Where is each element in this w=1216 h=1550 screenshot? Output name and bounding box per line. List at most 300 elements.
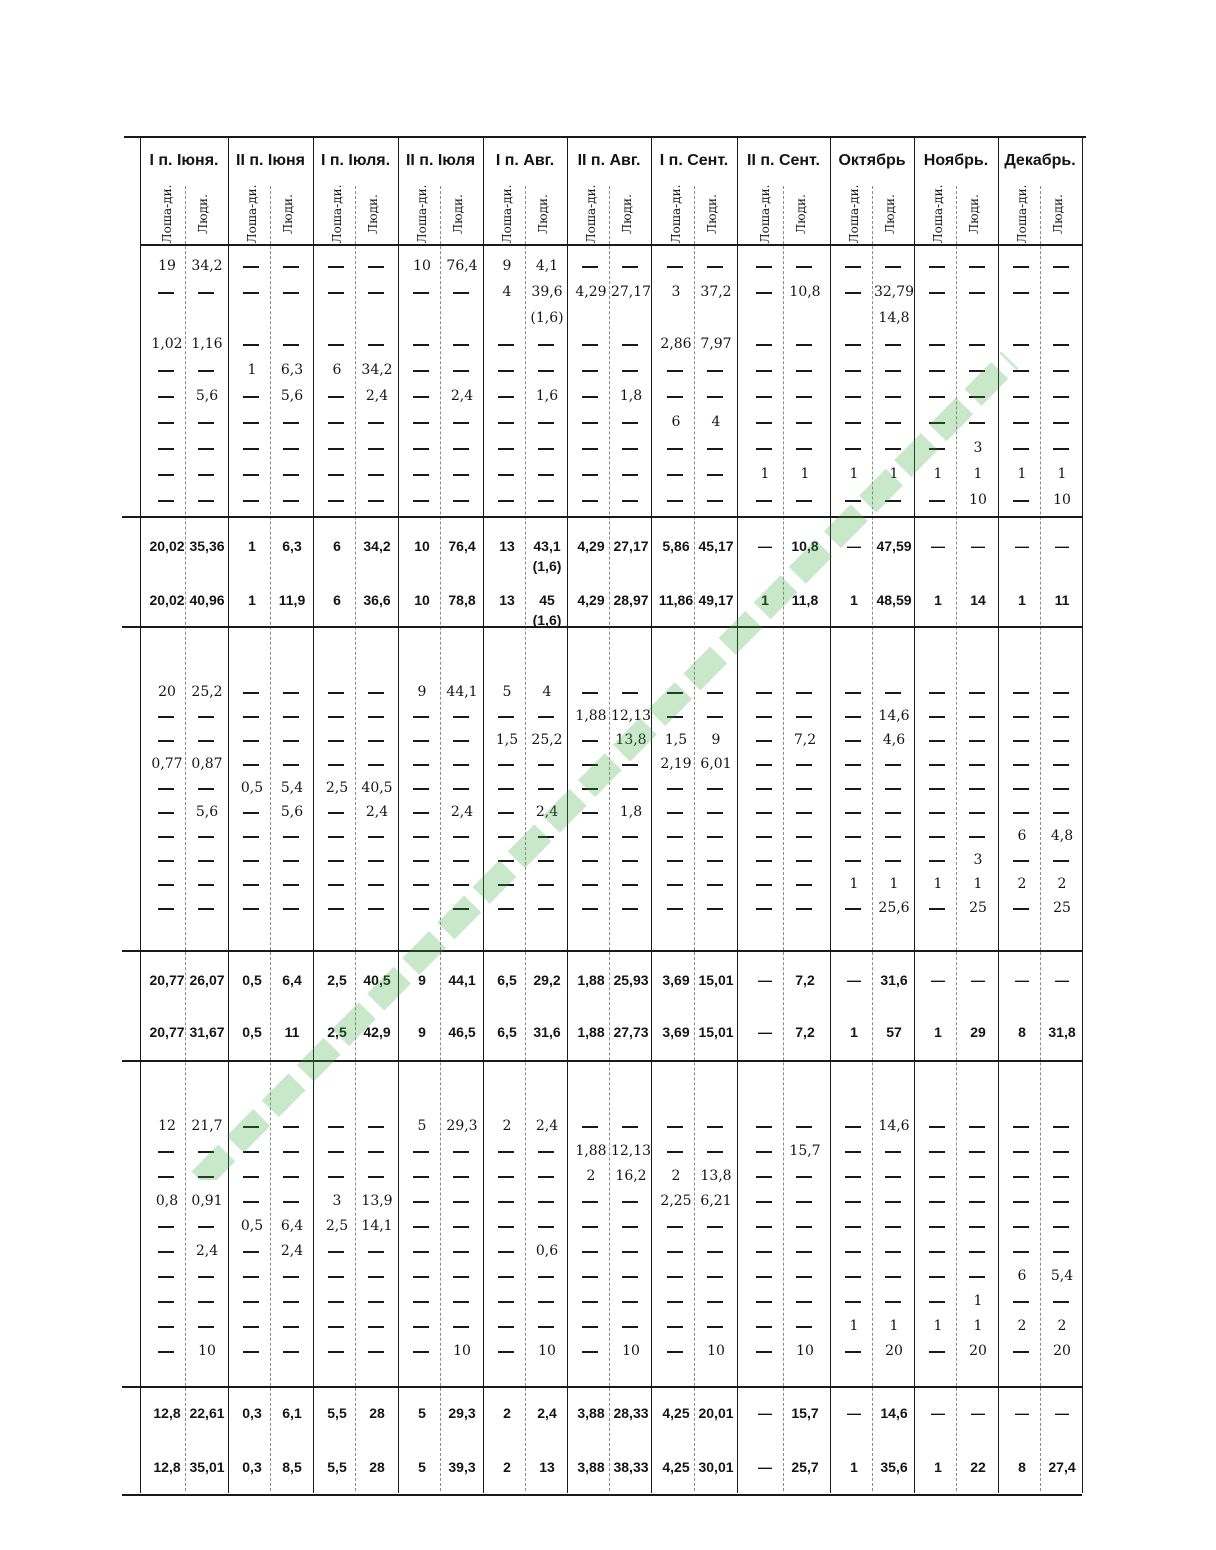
dash-mark [845,1301,861,1303]
dash-mark [667,474,683,476]
subheader-horses: Лоша-ди. [160,184,174,244]
subheader-people: Люди. [794,194,808,234]
dash-mark [929,860,945,862]
dash-mark [1013,740,1029,742]
subcolumn-rule [872,186,873,1491]
total-value: 1,88 [577,972,605,988]
month-header: Октябрь [838,152,906,169]
total-value: 13 [499,592,515,608]
dash-mark [845,1176,861,1178]
detail-value: 0,8 [155,1193,179,1209]
dash-mark [667,448,683,450]
subheader-horses: Лоша-ди. [415,184,429,244]
total-value: 27,73 [613,1024,649,1040]
dash-mark [368,266,384,268]
dash-mark [158,1351,174,1353]
dash-mark [622,1201,638,1203]
dash-mark [243,474,259,476]
total-value: 45,17 [698,538,734,554]
dash-mark [929,1276,945,1278]
dash-mark [845,1151,861,1153]
dash-mark [1053,1251,1069,1253]
dash-mark [707,370,723,372]
detail-value: 1,5 [495,732,519,748]
total-value: 6,4 [282,972,302,988]
total-value: — [1055,972,1069,988]
detail-value: 1 [973,1318,983,1334]
dash-mark [198,500,214,502]
dash-mark [453,500,469,502]
subheader-horses: Лоша-ди. [847,184,861,244]
dash-mark [756,344,772,346]
detail-value: 0,5 [240,780,264,796]
dash-mark [538,836,554,838]
dash-mark [756,716,772,718]
total-value: — [971,972,985,988]
dash-mark [368,1276,384,1278]
dash-mark [243,396,259,398]
dash-mark [283,474,299,476]
dash-mark [582,500,598,502]
dash-mark [368,292,384,294]
dash-mark [756,1326,772,1328]
detail-value: 4,8 [1050,828,1074,844]
dash-mark [707,1126,723,1128]
detail-value: 1 [849,466,859,482]
dash-mark [929,422,945,424]
dash-mark [243,292,259,294]
dash-mark [582,1351,598,1353]
block-rule-top [122,1386,1082,1388]
dash-mark [885,836,901,838]
dash-mark [796,396,812,398]
dash-mark [582,1301,598,1303]
dash-mark [453,1251,469,1253]
dash-mark [885,448,901,450]
dash-mark [845,266,861,268]
dash-mark [413,500,429,502]
detail-value: 20 [969,1343,987,1359]
dash-mark [885,370,901,372]
total-value: 11 [284,1024,300,1040]
total-value: 1 [761,592,769,608]
dash-mark [582,836,598,838]
dash-mark [283,716,299,718]
subcolumn-rule [185,186,186,1491]
total-value: 6 [333,538,341,554]
month-header: II п. Іюня [236,152,305,169]
detail-value: 2 [586,1168,596,1184]
month-header: I п. Сент. [659,152,729,169]
dash-mark [368,716,384,718]
total-value: 9 [418,1024,426,1040]
total-value: 7,2 [795,972,815,988]
dash-mark [929,500,945,502]
dash-mark [413,1176,429,1178]
dash-mark [969,1201,985,1203]
total-value: 49,17 [698,592,734,608]
dash-mark [885,812,901,814]
dash-mark [796,266,812,268]
dash-mark [622,764,638,766]
total-value: 2,4 [537,1405,557,1421]
subheader-horses: Лоша-ди. [584,184,598,244]
detail-value: 2,4 [535,804,559,820]
dash-mark [1013,1351,1029,1353]
dash-mark [198,740,214,742]
dash-mark [667,1126,683,1128]
dash-mark [538,1276,554,1278]
dash-mark [198,1326,214,1328]
month-header: I п. Авг. [495,152,555,169]
detail-value: 1,88 [575,708,607,724]
dash-mark [283,1301,299,1303]
dash-mark [328,1126,344,1128]
dash-mark [707,474,723,476]
dash-mark [796,908,812,910]
column-rule [914,138,915,1493]
dash-mark [756,292,772,294]
dash-mark [582,448,598,450]
dash-mark [158,474,174,476]
dash-mark [929,740,945,742]
dash-mark [413,1351,429,1353]
dash-mark [368,860,384,862]
dash-mark [368,344,384,346]
dash-mark [453,788,469,790]
subheader-horses: Лоша-ди. [669,184,683,244]
dash-mark [283,692,299,694]
dash-mark [845,1351,861,1353]
dash-mark [756,788,772,790]
subheader-people: Люди. [883,194,897,234]
detail-value: 2 [502,1118,512,1134]
detail-value: 1,88 [575,1143,607,1159]
dash-mark [622,1301,638,1303]
subcolumn-rule [783,186,784,1491]
dash-mark [158,1301,174,1303]
total-value: 48,59 [876,592,912,608]
dash-mark [498,1326,514,1328]
dash-mark [413,1226,429,1228]
total-value: — [1055,1405,1069,1421]
dash-mark [498,1351,514,1353]
dash-mark [845,448,861,450]
total-value: 1 [934,592,942,608]
total-value: 28,97 [613,592,649,608]
dash-mark [969,344,985,346]
total-value: 27,4 [1048,1459,1076,1475]
dash-mark [929,1126,945,1128]
dash-mark [756,1151,772,1153]
detail-value: 6,3 [280,362,304,378]
dash-mark [1013,1226,1029,1228]
dash-mark [283,740,299,742]
total-value: 20,02 [149,538,185,554]
dash-mark [368,448,384,450]
detail-value: 2,4 [450,804,474,820]
dash-mark [622,692,638,694]
total-value: 14 [970,592,986,608]
dash-mark [498,500,514,502]
dash-mark [198,422,214,424]
total-value: 1 [1018,592,1026,608]
total-value: 5,86 [662,538,690,554]
dash-mark [328,1151,344,1153]
subheader-people: Люди. [451,194,465,234]
total-value: 40,96 [189,592,225,608]
dash-mark [707,860,723,862]
dash-mark [582,908,598,910]
dash-mark [796,1276,812,1278]
dash-mark [796,788,812,790]
dash-mark [283,1151,299,1153]
dash-mark [1013,1301,1029,1303]
dash-mark [538,1176,554,1178]
dash-mark [582,1326,598,1328]
detail-value: 5,6 [280,804,304,820]
dash-mark [796,884,812,886]
dash-mark [453,474,469,476]
detail-value: 9 [502,258,512,274]
total-value: 39,3 [448,1459,476,1475]
detail-value: 9 [417,684,427,700]
dash-mark [582,1251,598,1253]
dash-mark [756,422,772,424]
column-rule [483,138,484,1493]
total-value: 57 [886,1024,902,1040]
detail-value: 1 [889,876,899,892]
detail-value: 76,4 [446,258,478,274]
total-value: 11,8 [791,592,819,608]
dash-mark [1053,1151,1069,1153]
dash-mark [845,422,861,424]
dash-mark [413,812,429,814]
subcolumn-rule [270,186,271,1491]
dash-mark [413,788,429,790]
dash-mark [498,396,514,398]
dash-mark [1053,692,1069,694]
dash-mark [453,1301,469,1303]
detail-value: 25 [969,900,987,916]
total-value: 0,3 [242,1459,262,1475]
dash-mark [582,740,598,742]
total-value: 15,01 [698,1024,734,1040]
dash-mark [198,1151,214,1153]
detail-value: 2,5 [325,780,349,796]
dash-mark [707,908,723,910]
dash-mark [283,266,299,268]
dash-mark [756,692,772,694]
dash-mark [158,448,174,450]
dash-mark [622,266,638,268]
dash-mark [413,1326,429,1328]
dash-mark [582,344,598,346]
detail-value: 1 [933,876,943,892]
total-value: 6,1 [282,1405,302,1421]
dash-mark [328,1301,344,1303]
dash-mark [413,764,429,766]
dash-mark [243,500,259,502]
dash-mark [582,474,598,476]
dash-mark [1053,740,1069,742]
detail-value: 1,16 [191,336,223,352]
dash-mark [969,716,985,718]
dash-mark [796,1176,812,1178]
total-value: 30,01 [698,1459,734,1475]
detail-value: 25 [1053,900,1071,916]
dash-mark [368,422,384,424]
dash-mark [845,1251,861,1253]
total-value: — [971,1405,985,1421]
dash-mark [885,422,901,424]
detail-value: 3 [671,284,681,300]
dash-mark [413,1251,429,1253]
total-value: 3,69 [662,972,690,988]
detail-value: 1,6 [535,388,559,404]
month-header: Декабрь. [1004,152,1076,169]
total-value: 4,25 [662,1405,690,1421]
dash-mark [885,692,901,694]
total-value: 28 [369,1405,385,1421]
dash-mark [667,266,683,268]
dash-mark [328,860,344,862]
total-value: 1 [850,1459,858,1475]
dash-mark [243,812,259,814]
detail-value: 5,4 [1050,1268,1074,1284]
dash-mark [1053,860,1069,862]
dash-mark [328,344,344,346]
dash-mark [413,908,429,910]
dash-mark [756,1226,772,1228]
total-value: — [931,538,945,554]
detail-value: 6 [1017,1268,1027,1284]
dash-mark [158,884,174,886]
subcolumn-rule [694,186,695,1491]
column-rule [998,138,999,1493]
detail-value: 10 [969,492,987,508]
dash-mark [283,1326,299,1328]
detail-value: 13,9 [361,1193,393,1209]
dash-mark [328,1176,344,1178]
dash-mark [929,266,945,268]
dash-mark [198,370,214,372]
total-value: 0,3 [242,1405,262,1421]
dash-mark [1013,266,1029,268]
dash-mark [413,396,429,398]
dash-mark [498,1151,514,1153]
total-value: (1,6) [532,612,562,628]
dash-mark [453,884,469,886]
dash-mark [1053,1301,1069,1303]
total-value: 6,5 [497,972,517,988]
dash-mark [538,884,554,886]
detail-value: 4 [542,684,552,700]
total-value: 2 [503,1459,511,1475]
detail-value: 7,2 [793,732,817,748]
dash-mark [1053,1126,1069,1128]
detail-value: 5,4 [280,780,304,796]
dash-mark [1013,344,1029,346]
detail-value: 7,97 [700,336,732,352]
total-value: — [971,538,985,554]
dash-mark [582,422,598,424]
detail-value: 3 [973,852,983,868]
total-value: — [1055,538,1069,554]
dash-mark [158,788,174,790]
dash-mark [969,1251,985,1253]
total-value: — [758,538,772,554]
dash-mark [1053,344,1069,346]
dash-mark [368,474,384,476]
dash-mark [582,1226,598,1228]
dash-mark [283,764,299,766]
total-value: 12,8 [153,1459,181,1475]
dash-mark [198,1176,214,1178]
dash-mark [413,370,429,372]
total-value: 1 [248,592,256,608]
dash-mark [796,1326,812,1328]
dash-mark [243,1351,259,1353]
dash-mark [1053,448,1069,450]
month-header: II п. Сент. [747,152,820,169]
dash-mark [283,1126,299,1128]
dash-mark [845,788,861,790]
total-value: 31,67 [189,1024,225,1040]
dash-mark [158,908,174,910]
dash-mark [368,1326,384,1328]
dash-mark [845,500,861,502]
detail-value: 20 [1053,1343,1071,1359]
dash-mark [198,474,214,476]
dash-mark [929,1251,945,1253]
detail-value: 10 [538,1343,556,1359]
dash-mark [243,1201,259,1203]
dash-mark [413,474,429,476]
dash-mark [198,1226,214,1228]
dash-mark [756,370,772,372]
dash-mark [885,764,901,766]
total-value: 31,6 [533,1024,561,1040]
dash-mark [413,884,429,886]
detail-value: 10,8 [789,284,821,300]
total-value: 25,93 [613,972,649,988]
dash-mark [885,788,901,790]
dash-mark [328,422,344,424]
dash-mark [413,344,429,346]
detail-value: 29,3 [446,1118,478,1134]
total-value: 14,6 [880,1405,908,1421]
month-header: Ноябрь. [923,152,989,169]
dash-mark [328,1326,344,1328]
detail-value: 1 [849,1318,859,1334]
dash-mark [845,740,861,742]
column-rule [1082,138,1083,1493]
total-value: 1 [934,1024,942,1040]
detail-value: 0,91 [191,1193,223,1209]
dash-mark [453,740,469,742]
detail-value: 4 [502,284,512,300]
dash-mark [845,908,861,910]
dash-mark [498,448,514,450]
dash-mark [929,1226,945,1228]
dash-mark [885,500,901,502]
dash-mark [929,396,945,398]
dash-mark [929,344,945,346]
dash-mark [929,1301,945,1303]
dash-mark [1013,396,1029,398]
dash-mark [198,1301,214,1303]
